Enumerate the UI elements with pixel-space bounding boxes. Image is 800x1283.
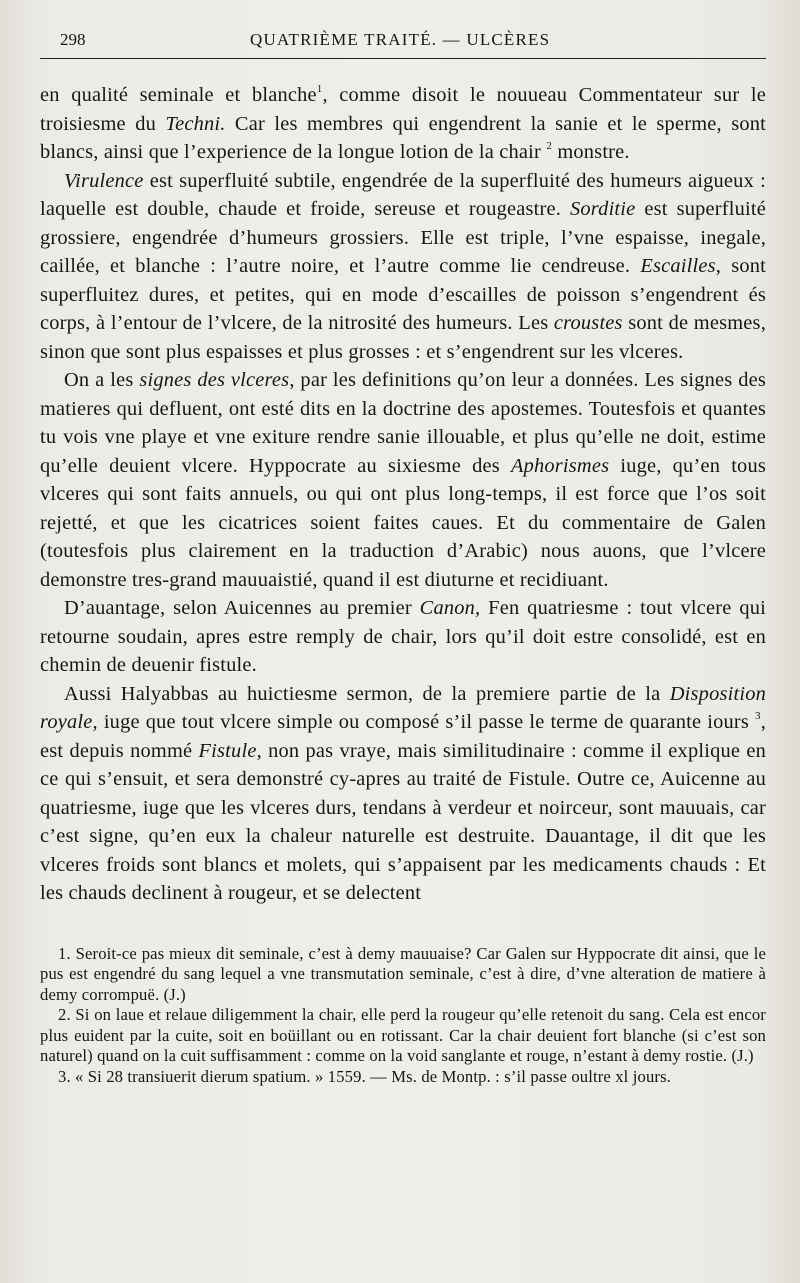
footnote-ref: 3 xyxy=(754,710,761,723)
italic-term: Sorditie xyxy=(570,198,636,220)
text-run: Aussi Halyabbas au huictiesme sermon, de la premiere partie de la xyxy=(64,682,670,705)
text-run: , par les definitions qu’on leur a données. Les signes des matieres qui defluent, ont esté dits en la doctrine des apostemes. Toutesfois et quantes tu vois vne playe et vne exiture rendre sanie illouable, et plus qu’elle ne doit, estime qu’elle deuient vlcere. Hyppocrate au sixiesme des xyxy=(40,369,767,477)
text-run: D’auantage, selon Auicennes au premier xyxy=(64,597,420,619)
footnote-1: 1. Seroit-ce pas mieux dit seminale, c’est à demy mauuaise? Car Galen sur Hyppocrate dit ainsi, que le pus est engendré du sang lequel a vne transmutation seminale, c’est à dire, d’vne alteration de matiere à demy corrompuë. (J.) xyxy=(40,943,766,1004)
text-run: , est depuis nommé xyxy=(40,711,766,762)
text-run: en qualité seminale et blanche xyxy=(40,84,317,106)
footnote-3: 3. « Si 28 transiuerit dierum spatium. » 1559. — Ms. de Montp. : s’il passe oultre xl jours. xyxy=(58,1066,671,1086)
footnotes xyxy=(40,944,766,1088)
paragraph xyxy=(40,167,766,367)
text-run: Fen quatriesme : tout vlcere qui retourne soudain, apres estre remply de chair, lors qu’il doit estre consolidé, est en chemin de deuenir fistule. xyxy=(40,597,766,676)
text-run: iuge, qu’en tous vlceres qui sont faits annuels, ou qui ont plus long-temps, il est force que l’os soit rejetté, et que les cicatrices soient faites caues. Et du commentaire de Galen (toutesfois plus clairement en la traduction d’Arabic) nous auons, que l’vlcere demonstre tres-grand mauuaistié, quand il est diuturne et recidiuant. xyxy=(40,454,766,591)
italic-term: Disposition royale, xyxy=(40,682,766,733)
italic-term: Escailles xyxy=(640,255,716,277)
italic-term: Virulence xyxy=(64,169,144,192)
text-run: est superfluité subtile, engendrée de la superfluité des humeurs aigueux : laquelle est double, chaude et froide, sereuse et rougeastre. xyxy=(40,169,766,220)
footnote-ref: 2 xyxy=(546,140,553,153)
text-run: , comme disoit le nouueau Commentateur sur le troisiesme du xyxy=(40,84,766,135)
text-run: , sont superfluitez dures, et petites, qui en mode d’escailles de poisson s’engendrent és corps, à l’entour de l’vlcere, de la nitrosité des humeurs. Les xyxy=(40,255,766,334)
paragraph xyxy=(40,366,766,594)
running-title: QUATRIÈME TRAITÉ. — ULCÈRES xyxy=(250,30,551,49)
text-run: sont de mesmes, sinon que sont plus espaisses et plus grosses : et s’engendrent sur les vlceres. xyxy=(40,312,766,363)
text-run: monstre. xyxy=(552,141,630,163)
italic-term: croustes xyxy=(553,312,623,334)
page-number: 298 xyxy=(60,30,86,49)
running-head xyxy=(40,30,766,59)
text-run: Car les membres qui engendrent la sanie et le sperme, sont blancs, ainsi que l’experience de la longue lotion de la chair xyxy=(40,112,766,163)
paragraph xyxy=(40,594,766,680)
italic-term: Canon, xyxy=(419,597,481,619)
text-run: iuge que tout vlcere simple ou composé s’il passe le terme de quarante iours xyxy=(97,711,755,733)
footnote-ref: 1 xyxy=(316,83,323,96)
paragraph xyxy=(40,81,766,167)
text-run: On a les xyxy=(64,369,140,391)
text-run: est superfluité grossiere, engendrée d’humeurs grossiers. Elle est triple, l’vne espaisse, inegale, caillée, et blanche : l’autre noire, et l’autre comme lie cendreuse. xyxy=(40,198,766,277)
italic-term: Techni. xyxy=(165,112,226,135)
italic-term: signes des vlceres xyxy=(139,369,290,391)
footnote-2: 2. Si on laue et relaue diligemment la chair, elle perd la rougeur qu’elle retenoit du sang. Cela est encor plus euident par la cuite, soit en boüillant ou en rotissant. Car la chair deuient fort blanche (si c’est son naturel) quand on la cuit suffisamment : comme on la void sanglante et rouge, n’estant à demy rostie. (J.) xyxy=(40,1005,766,1065)
italic-term: Aphorismes xyxy=(510,454,610,477)
text-run: non pas vraye, mais similitudinaire : comme il explique en ce qui s’ensuit, et sera demonstré cy-apres au traité de Fistule. Outre ce, Auicenne au quatriesme, iuge que les vlceres durs, tendans à verdeur et noirceur, sont mauuais, car c’est signe, qu’en eux la chaleur naturelle est destruite. Dauantage, il dit que les vlceres froids sont blancs et molets, qui s’appaisent par les medicaments chauds : Et les chauds declinent à rougeur, et se delectent xyxy=(40,739,766,904)
main-text xyxy=(40,81,766,908)
italic-term: Fistule, xyxy=(198,739,262,762)
paragraph xyxy=(40,680,766,908)
